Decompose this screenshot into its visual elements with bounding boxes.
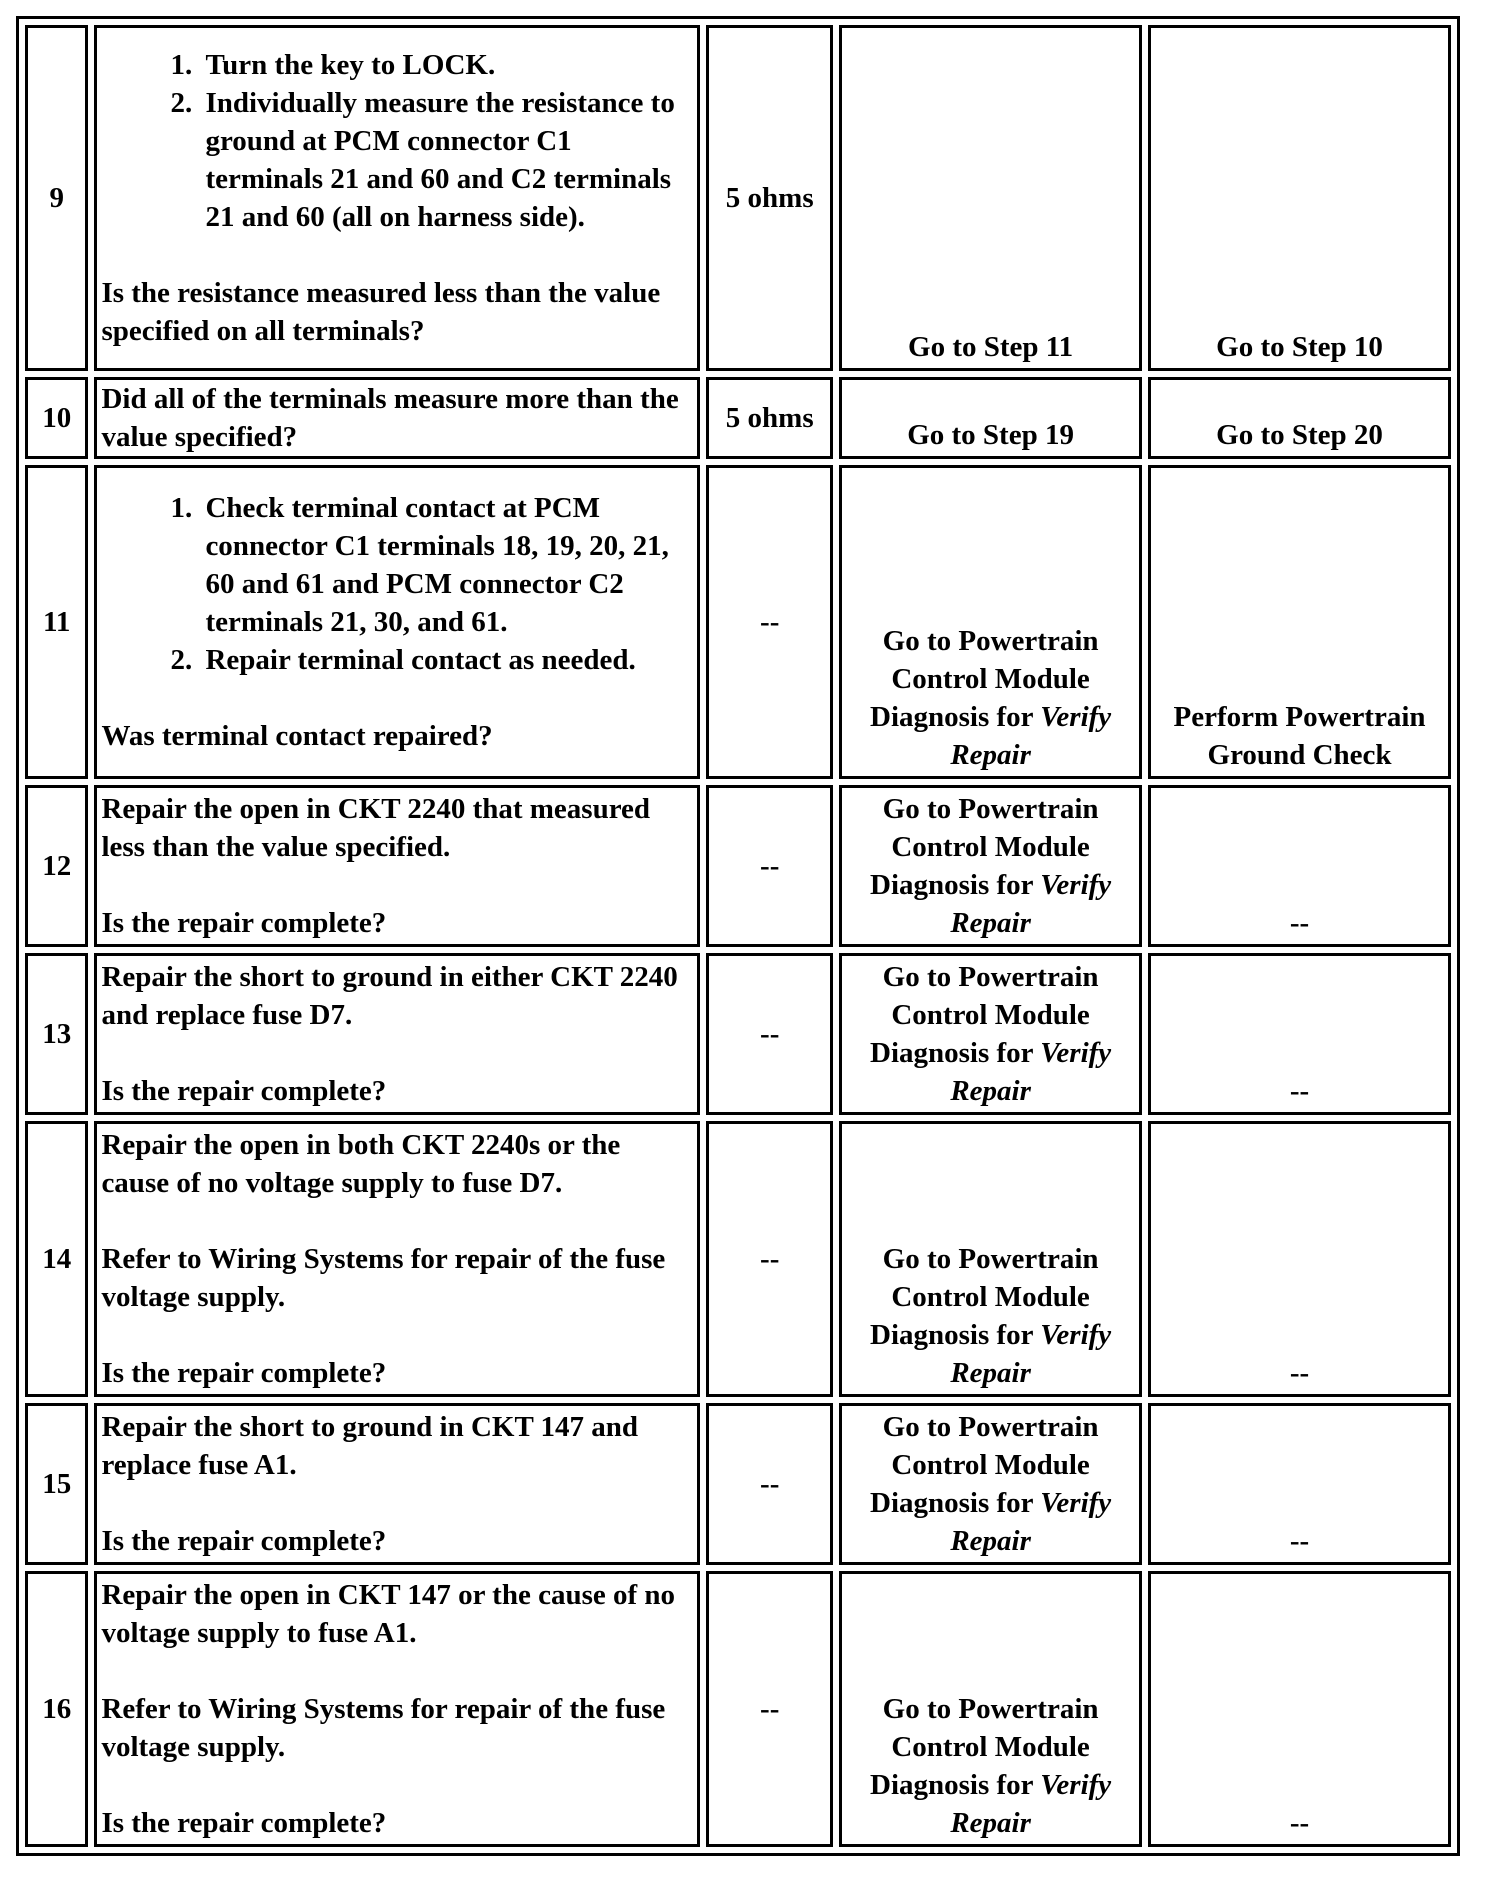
yes-result-text: Go to Powertrain Control Module Diagnosis for	[870, 793, 1099, 901]
verify-repair-link-text: Verify Repair	[950, 1769, 1112, 1839]
action-paragraph: Repair the open in both CKT 2240s or the cause of no voltage supply to fuse D7.	[101, 1129, 621, 1199]
action-step-item: 1. Turn the key to LOCK.	[199, 46, 691, 84]
yes-result-cell	[839, 1571, 1142, 1847]
table-row	[25, 785, 1451, 947]
action-paragraph: Repair the open in CKT 147 or the cause of no voltage supply to fuse A1.	[101, 1579, 676, 1649]
action-cell	[94, 377, 700, 459]
step-number-cell: 10	[25, 377, 88, 459]
no-result-cell: --	[1148, 785, 1451, 947]
action-cell	[94, 785, 700, 947]
action-question: Is the repair complete?	[101, 907, 387, 939]
verify-repair-link-text: Verify Repair	[950, 701, 1112, 771]
step-number-cell: 11	[25, 465, 88, 779]
action-steps-list	[101, 489, 691, 679]
action-paragraph: Refer to Wiring Systems for repair of the fuse voltage supply.	[101, 1693, 666, 1763]
yes-result-cell	[839, 1121, 1142, 1397]
yes-result-text: Go to Powertrain Control Module Diagnosis for	[870, 1693, 1099, 1801]
yes-result-cell	[839, 953, 1142, 1115]
action-paragraph: Repair the short to ground in CKT 147 and replace fuse A1.	[101, 1411, 639, 1481]
action-cell	[94, 25, 700, 371]
no-result-cell: --	[1148, 953, 1451, 1115]
action-question: Did all of the terminals measure more than the value specified?	[101, 383, 679, 453]
action-question: Was terminal contact repaired?	[101, 720, 493, 752]
yes-result-text: Go to Powertrain Control Module Diagnosis for	[870, 1243, 1099, 1351]
action-cell	[94, 953, 700, 1115]
table-row	[25, 377, 1451, 459]
value-cell: --	[706, 1403, 833, 1565]
no-result-cell: --	[1148, 1121, 1451, 1397]
value-cell: --	[706, 465, 833, 779]
yes-result-text: Go to Step 19	[907, 419, 1074, 451]
step-number-cell: 9	[25, 25, 88, 371]
value-cell: --	[706, 1571, 833, 1847]
yes-result-text: Go to Powertrain Control Module Diagnosis for	[870, 625, 1099, 733]
step-number-cell: 13	[25, 953, 88, 1115]
table-row	[25, 1403, 1451, 1565]
verify-repair-link-text: Verify Repair	[950, 1487, 1112, 1557]
action-cell	[94, 1403, 700, 1565]
yes-result-cell	[839, 25, 1142, 371]
table-row	[25, 1571, 1451, 1847]
table-row	[25, 25, 1451, 371]
verify-repair-link-text: Verify Repair	[950, 1037, 1112, 1107]
value-cell: 5 ohms	[706, 377, 833, 459]
yes-result-text: Go to Powertrain Control Module Diagnosis for	[870, 961, 1099, 1069]
value-cell: --	[706, 1121, 833, 1397]
diagnostic-table-body	[25, 25, 1451, 1847]
value-cell: --	[706, 953, 833, 1115]
action-paragraph: Repair the short to ground in either CKT 2240 and replace fuse D7.	[101, 961, 678, 1031]
action-question: Is the repair complete?	[101, 1357, 387, 1389]
yes-result-cell	[839, 465, 1142, 779]
no-result-cell: Go to Step 10	[1148, 25, 1451, 371]
action-paragraph: Repair the open in CKT 2240 that measured less than the value specified.	[101, 793, 651, 863]
step-number-cell: 12	[25, 785, 88, 947]
no-result-cell: --	[1148, 1571, 1451, 1847]
action-question: Is the resistance measured less than the value specified on all terminals?	[101, 277, 661, 347]
yes-result-text: Go to Step 11	[908, 331, 1074, 363]
table-row	[25, 953, 1451, 1115]
no-result-cell: Perform Powertrain Ground Check	[1148, 465, 1451, 779]
action-step-item: 1. Check terminal contact at PCM connector C1 terminals 18, 19, 20, 21, 60 and 61 and PCM connector C2 terminals 21, 30, and 61.	[199, 489, 691, 641]
action-question: Is the repair complete?	[101, 1075, 387, 1107]
action-step-item: 2. Repair terminal contact as needed.	[199, 641, 691, 679]
action-cell	[94, 1121, 700, 1397]
action-cell	[94, 1571, 700, 1847]
yes-result-text: Go to Powertrain Control Module Diagnosis for	[870, 1411, 1099, 1519]
yes-result-cell	[839, 377, 1142, 459]
yes-result-cell	[839, 785, 1142, 947]
action-cell	[94, 465, 700, 779]
yes-result-cell	[839, 1403, 1142, 1565]
verify-repair-link-text: Verify Repair	[950, 1319, 1112, 1389]
action-step-item: 2. Individually measure the resistance to ground at PCM connector C1 terminals 21 and 60 and C2 terminals 21 and 60 (all on harness side).	[199, 84, 691, 236]
value-cell: --	[706, 785, 833, 947]
no-result-cell: --	[1148, 1403, 1451, 1565]
step-number-cell: 14	[25, 1121, 88, 1397]
value-cell: 5 ohms	[706, 25, 833, 371]
table-row	[25, 1121, 1451, 1397]
action-paragraph: Refer to Wiring Systems for repair of the fuse voltage supply.	[101, 1243, 666, 1313]
no-result-cell: Go to Step 20	[1148, 377, 1451, 459]
action-question: Is the repair complete?	[101, 1525, 387, 1557]
step-number-cell: 15	[25, 1403, 88, 1565]
step-number-cell: 16	[25, 1571, 88, 1847]
table-row	[25, 465, 1451, 779]
diagnostic-table	[16, 16, 1460, 1856]
verify-repair-link-text: Verify Repair	[950, 869, 1112, 939]
action-steps-list	[101, 46, 691, 236]
action-question: Is the repair complete?	[101, 1807, 387, 1839]
